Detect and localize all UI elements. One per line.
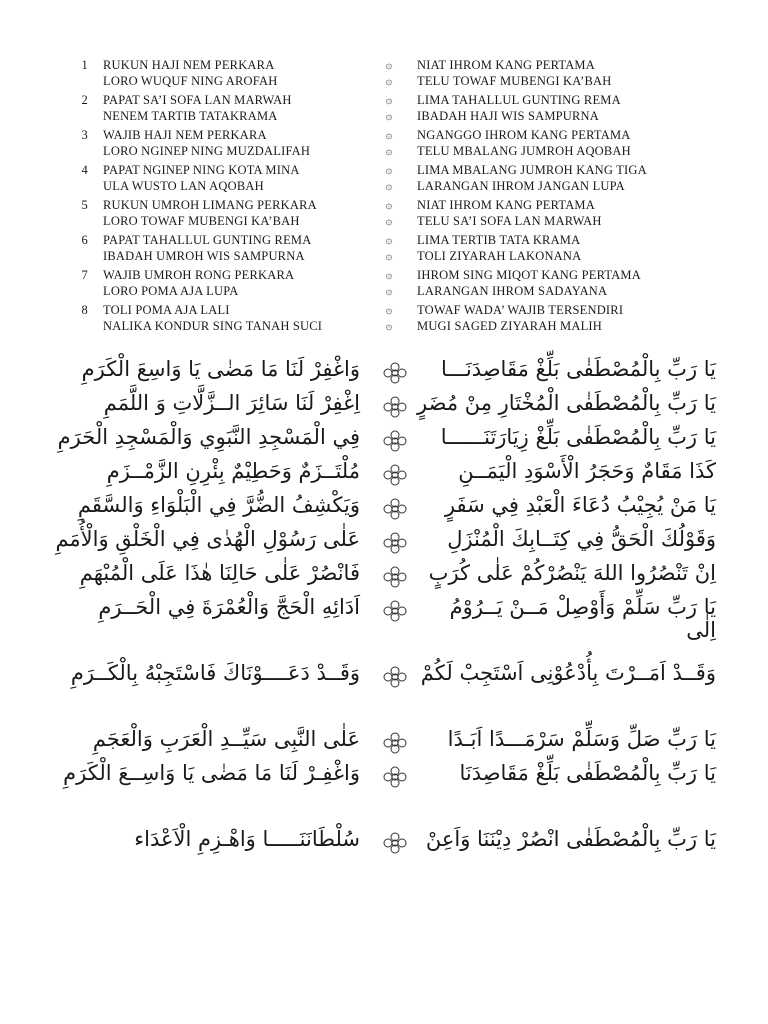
row-number: 8 — [81, 303, 88, 317]
left-line: PAPAT SA’I SOFA LAN MARWAH — [103, 93, 292, 107]
right-line: LARANGAN IHROM SADAYANA — [417, 284, 608, 298]
left-line: LORO TOWAF MUBENGI KA’BAH — [103, 214, 300, 228]
verse-row — [0, 354, 768, 388]
latin-row — [0, 231, 768, 266]
flower-ornament-icon — [382, 600, 408, 622]
verse-row — [0, 824, 768, 858]
verse-first-half: وَقَــدْ اَمَــرْتَ بِأُدْعُوْنِى اَسْتَجِبْ لَكُمْ — [420, 661, 716, 685]
latin-row — [0, 266, 768, 301]
right-line: LIMA TERTIB TATA KRAMA — [417, 233, 581, 247]
ornament-icon: ۞ — [385, 234, 393, 246]
left-line: LORO NGINEP NING MUZDALIFAH — [103, 144, 311, 158]
left-line: LORO WUQUF NING AROFAH — [103, 74, 278, 88]
verse-second-half: عَلٰى رَسُوْلِ الْهُدٰى فِي الْخَلْقِ وَالْأُمَمِ — [55, 527, 360, 551]
right-line: TELU TOWAF MUBENGI KA’BAH — [417, 74, 612, 88]
verse-row — [0, 422, 768, 456]
verse-row — [0, 558, 768, 592]
flower-ornament-icon — [382, 498, 408, 520]
latin-row — [0, 196, 768, 231]
verse-second-half: سُلْطَانَنَـــــا وَاهْـزِمِ الْاَعْدَاء — [134, 827, 360, 851]
verse-second-half: اَدَائِهِ الْحَجَّ وَالْعُمْرَةَ فِي الْحَــرَمِ — [98, 595, 360, 619]
flower-ornament-icon — [382, 532, 408, 554]
ornament-icon: ۞ — [385, 269, 393, 281]
row-number: 1 — [81, 58, 88, 72]
latin-row — [0, 56, 768, 91]
left-line: IBADAH UMROH WIS SAMPURNA — [103, 249, 305, 263]
ornament-icon: ۞ — [385, 215, 393, 227]
verse-first-half: يَا رَبِّ بِالْمُصْطَفٰى الْمُخْتَارِ مِنْ مُضَرٍ — [417, 391, 716, 415]
flower-ornament-icon — [382, 396, 408, 418]
ornament-icon: ۞ — [385, 164, 393, 176]
verse-row — [0, 724, 768, 758]
flower-ornament-icon — [382, 666, 408, 688]
right-line: TELU SA’I SOFA LAN MARWAH — [417, 214, 602, 228]
left-line: LORO POMA AJA LUPA — [103, 284, 239, 298]
verse-first-half: يَا مَنْ يُجِيْبُ دُعَاءَ الْعَبْدِ فِي سَفَرٍ — [444, 493, 716, 517]
right-line: IHROM SING MIQOT KANG PERTAMA — [417, 268, 641, 282]
left-line: PAPAT TAHALLUL GUNTING REMA — [103, 233, 312, 247]
verse-second-half: وَقَــدْ دَعَــــوْنَاكَ فَاسْتَجِبْهُ بِالْكَــرَمِ — [70, 661, 360, 685]
ornament-icon: ۞ — [385, 320, 393, 332]
flower-ornament-icon — [382, 430, 408, 452]
latin-row — [0, 91, 768, 126]
verse-row — [0, 658, 768, 724]
right-line: NIAT IHROM KANG PERTAMA — [417, 198, 595, 212]
left-line: WAJIB UMROH RONG PERKARA — [103, 268, 295, 282]
ornament-icon: ۞ — [385, 304, 393, 316]
latin-row — [0, 126, 768, 161]
verse-second-half: مُلْتَــزَمٌ وَحَطِيْمٌ بِئْرِنِ الزَّمْــزَمِ — [106, 459, 360, 483]
left-line: RUKUN HAJI NEM PERKARA — [103, 58, 275, 72]
verse-first-half: وَقَوْلُكَ الْحَقُّ فِي كِتَــابِكَ الْمُنْزَلِ — [447, 527, 716, 551]
ornament-icon: ۞ — [385, 110, 393, 122]
left-line: TOLI POMA AJA LALI — [103, 303, 230, 317]
verse-row — [0, 758, 768, 824]
left-line: NENEM TARTIB TATAKRAMA — [103, 109, 278, 123]
flower-ornament-icon — [382, 464, 408, 486]
flower-ornament-icon — [382, 362, 408, 384]
right-line: MUGI SAGED ZIYARAH MALIH — [417, 319, 603, 333]
left-line: WAJIB HAJI NEM PERKARA — [103, 128, 267, 142]
verse-second-half: وَيَكْشِفُ الضُّرَّ فِي الْبَلْوَاءِ وَالسَّقَمِ — [77, 493, 360, 517]
flower-ornament-icon — [382, 832, 408, 854]
verse-second-half: وَاغْفِـرْ لَنَا مَا مَضٰى يَا وَاسِــعَ الْكَرَمِ — [63, 761, 360, 785]
ornament-icon: ۞ — [385, 94, 393, 106]
verse-first-half: اِنْ تَنْصُرُوا اللهَ يَنْصُرْكُمْ عَلٰى كُرَبٍ — [428, 561, 716, 585]
right-line: TELU MBALANG JUMROH AQOBAH — [417, 144, 631, 158]
verse-first-half: يَا رَبِّ بِالْمُصْطَفٰى انْصُرْ دِيْنَنَا وَاَعِنْ — [425, 827, 716, 851]
flower-ornament-icon — [382, 732, 408, 754]
row-number: 4 — [81, 163, 88, 177]
right-line: TOWAF WADA’ WAJIB TERSENDIRI — [417, 303, 624, 317]
right-line: LIMA MBALANG JUMROH KANG TIGA — [417, 163, 647, 177]
verse-row — [0, 456, 768, 490]
verse-first-half: يَا رَبِّ صَلِّ وَسَلِّمْ سَرْمَـــدًا اَبَـدًا — [447, 727, 716, 751]
verse-first-half: يَا رَبِّ بِالْمُصْطَفٰى بَلِّغْ مَقَاصِدَنَـــا — [441, 357, 716, 381]
verse-second-half: عَلٰى النَّبِى سَيِّــدِ الْعَرَبِ وَالْعَجَمِ — [92, 727, 360, 751]
latin-row — [0, 301, 768, 336]
right-line: IBADAH HAJI WIS SAMPURNA — [417, 109, 600, 123]
verse-row — [0, 592, 768, 658]
right-line: LARANGAN IHROM JANGAN LUPA — [417, 179, 625, 193]
row-number: 5 — [81, 198, 88, 212]
row-number: 6 — [81, 233, 88, 247]
verse-second-half: وَاغْفِرْ لَنَا مَا مَضٰى يَا وَاسِعَ الْكَرَمِ — [81, 357, 360, 381]
flower-ornament-icon — [382, 766, 408, 788]
left-line: NALIKA KONDUR SING TANAH SUCI — [103, 319, 323, 333]
ornament-icon: ۞ — [385, 180, 393, 192]
verse-row — [0, 524, 768, 558]
latin-verses — [0, 56, 768, 336]
verse-first-half: يَا رَبِّ بِالْمُصْطَفٰى بَلِّغْ مَقَاصِدَنَا — [459, 761, 716, 785]
row-number: 3 — [81, 128, 88, 142]
flower-ornament-icon — [382, 566, 408, 588]
verse-first-half: يَا رَبِّ سَلِّمْ وَأَوْصِلْ مَــنْ يَــرُوْمُ اِلٰى — [449, 595, 716, 643]
verse-row — [0, 490, 768, 524]
ornament-icon: ۞ — [385, 285, 393, 297]
verse-first-half: يَا رَبِّ بِالْمُصْطَفٰى بَلِّغْ زِيَارَتَنَــــــا — [440, 425, 716, 449]
verse-second-half: اِغْفِرْ لَنَا سَائِرَ الــزَّلَّاتِ وَ اللَّمَمِ — [103, 391, 360, 415]
verse-row — [0, 388, 768, 422]
verse-first-half: كَذَا مَقَامٌ وَحَجَرُ الْأَسْوَدِ الْيَمَــنِ — [458, 459, 716, 483]
arabic-verses — [0, 354, 768, 858]
verse-second-half: فَانْصُرْ عَلٰى حَالِنَا هٰذَا عَلَى الْمُبْهَمِ — [79, 561, 360, 585]
right-line: TOLI ZIYARAH LAKONANA — [417, 249, 582, 263]
left-line: ULA WUSTO LAN AQOBAH — [103, 179, 264, 193]
ornament-icon: ۞ — [385, 145, 393, 157]
right-line: NGANGGO IHROM KANG PERTAMA — [417, 128, 631, 142]
verse-second-half: فِي الْمَسْجِدِ النَّبَوِي وَالْمَسْجِدِ الْحَرَمِ — [57, 425, 360, 449]
left-line: PAPAT NGINEP NING KOTA MINA — [103, 163, 300, 177]
ornament-icon: ۞ — [385, 250, 393, 262]
row-number: 2 — [81, 93, 88, 107]
left-line: RUKUN UMROH LIMANG PERKARA — [103, 198, 317, 212]
right-line: LIMA TAHALLUL GUNTING REMA — [417, 93, 621, 107]
row-number: 7 — [81, 268, 88, 282]
ornament-icon: ۞ — [385, 129, 393, 141]
latin-row — [0, 161, 768, 196]
right-line: NIAT IHROM KANG PERTAMA — [417, 58, 595, 72]
ornament-icon: ۞ — [385, 75, 393, 87]
ornament-icon: ۞ — [385, 199, 393, 211]
ornament-icon: ۞ — [385, 59, 393, 71]
